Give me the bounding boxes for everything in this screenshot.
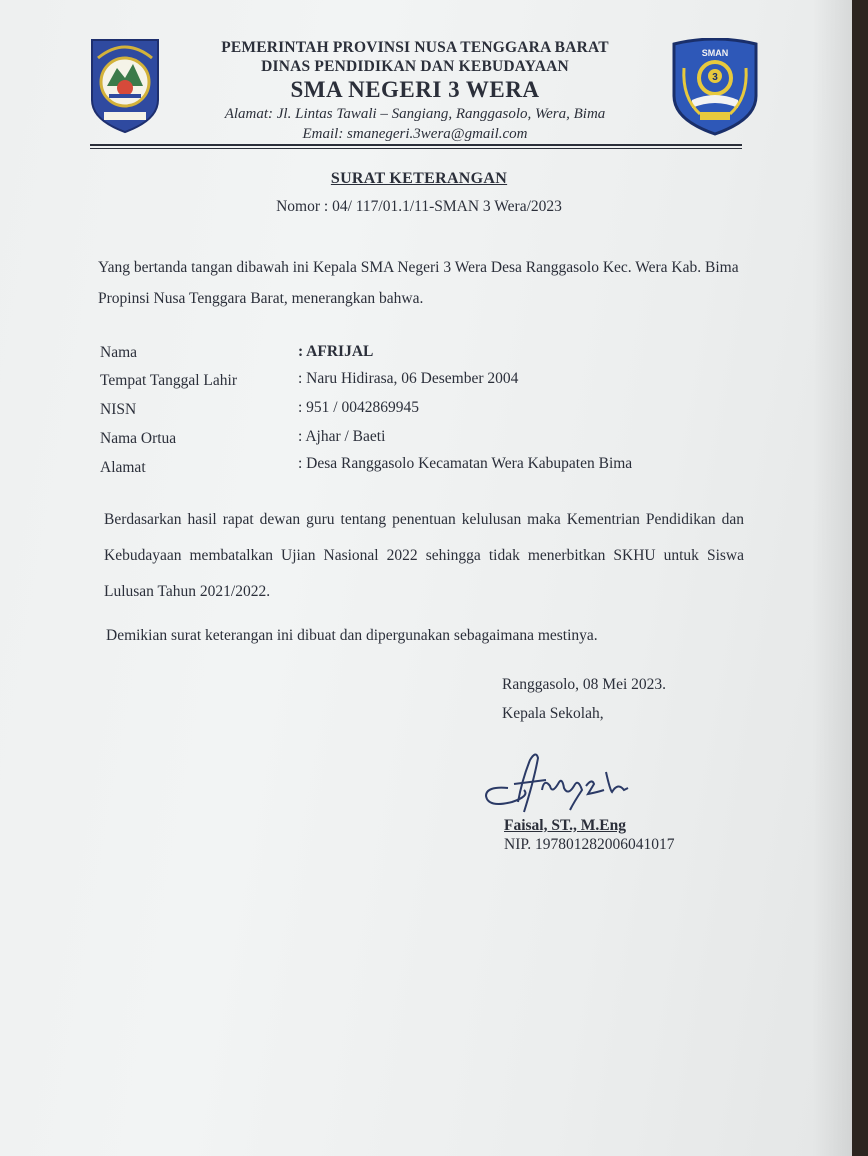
document-number: Nomor : 04/ 117/01.1/11-SMAN 3 Wera/2023 (276, 198, 562, 215)
field-value-name: : AFRIJAL (298, 343, 374, 360)
field-value-nisn: : 951 / 0042869945 (298, 399, 419, 416)
intro-paragraph: Yang bertanda tangan dibawah ini Kepala SMA Negeri 3 Wera Desa Ranggasolo Kec. Wera Kab. Bima Propinsi Nusa Tenggara Barat, menerangkan bahwa. (98, 259, 739, 307)
field-label-birth: Tempat Tanggal Lahir (100, 372, 237, 389)
signature-role: Kepala Sekolah, (502, 705, 604, 722)
closing-paragraph: Demikian surat keterangan ini dibuat dan dipergunakan sebagaimana mestinya. (106, 627, 598, 644)
letterhead-email: Email: smanegeri.3wera@gmail.com (302, 126, 528, 142)
field-label-name: Nama (100, 344, 138, 361)
school-emblem-icon (670, 38, 760, 138)
field-value-address: : Desa Ranggasolo Kecamatan Wera Kabupaten Bima (298, 455, 633, 472)
letterhead-address: Alamat: Jl. Lintas Tawali – Sangiang, Ranggasolo, Wera, Bima (224, 106, 606, 122)
letterhead-province: PEMERINTAH PROVINSI NUSA TENGGARA BARAT (221, 39, 609, 56)
field-value-parents: : Ajhar / Baeti (298, 428, 386, 445)
letterhead-rule-thin (90, 148, 742, 149)
letterhead (180, 38, 650, 144)
letterhead-department: DINAS PENDIDIKAN DAN KEBUDAYAAN (261, 58, 569, 75)
letterhead-school-name: SMA NEGERI 3 WERA (290, 77, 540, 102)
province-emblem-icon (90, 38, 160, 134)
school-emblem-number: 3 (712, 72, 718, 83)
signatory-nip: NIP. 197801282006041017 (504, 836, 675, 853)
body-paragraph: Berdasarkan hasil rapat dewan guru tentang penentuan kelulusan maka Kementrian Pendidikan dan Kebudayaan membatalkan Ujian Nasional 2022 sehingga tidak menerbitkan SKHU untuk Siswa Lulusan Tahun 2021/2022. (104, 511, 744, 600)
field-label-parents: Nama Ortua (100, 430, 177, 447)
field-value-birth: : Naru Hidirasa, 06 Desember 2004 (298, 370, 519, 387)
signatory-name: Faisal, ST., M.Eng (504, 817, 627, 834)
document-title: SURAT KETERANGAN (330, 170, 508, 187)
handwritten-signature-icon (478, 750, 638, 820)
field-label-address: Alamat (100, 459, 146, 476)
school-emblem-text: SMAN (701, 48, 729, 58)
letterhead-rule-thick (90, 144, 742, 146)
field-label-nisn: NISN (100, 401, 137, 418)
signature-place-date: Ranggasolo, 08 Mei 2023. (502, 676, 667, 693)
